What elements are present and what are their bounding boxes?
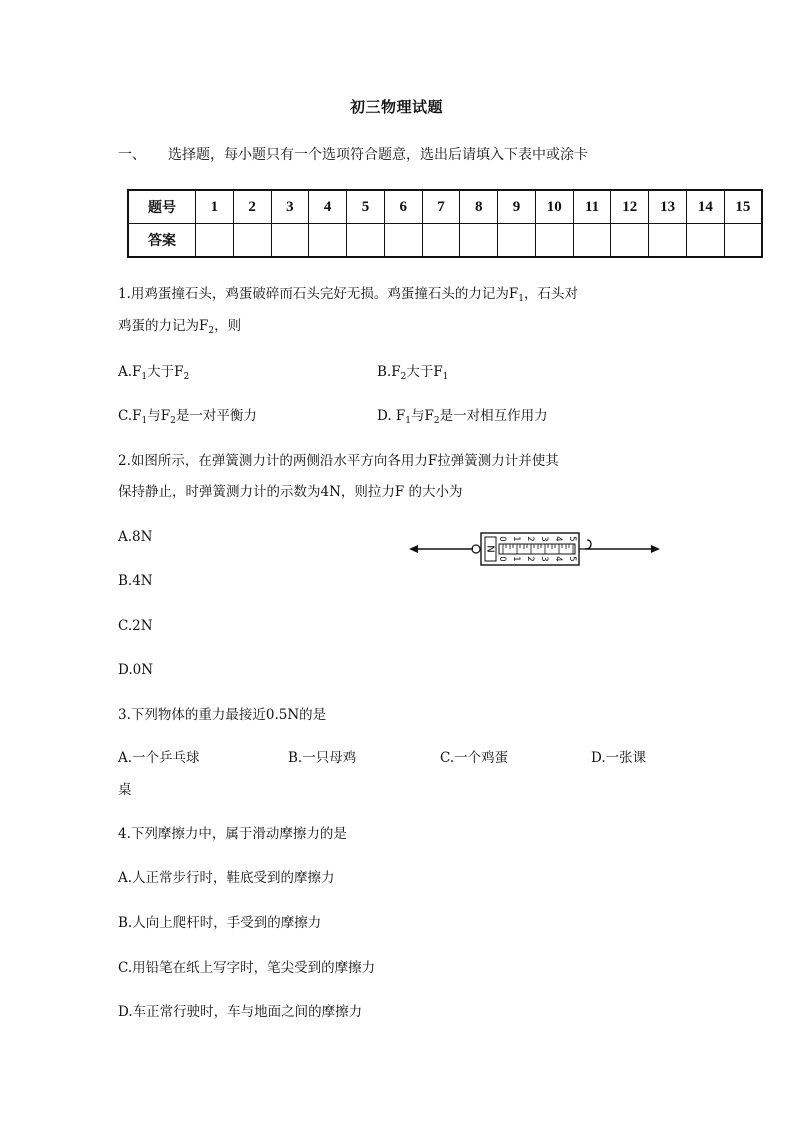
- q2-option-a[interactable]: A.8N: [118, 529, 153, 545]
- page-title: 初三物理试题: [349, 98, 443, 116]
- answer-cell[interactable]: [233, 224, 271, 258]
- question-number-cell: 2: [233, 190, 271, 224]
- section-heading: [118, 144, 588, 164]
- right-hook-icon: [579, 540, 591, 549]
- scale-tick-label: 5: [567, 536, 577, 542]
- answer-cell[interactable]: [271, 224, 309, 258]
- q4-option-c[interactable]: C.用铅笔在纸上写字时，笔尖受到的摩擦力: [118, 960, 376, 976]
- q4-option-b[interactable]: B.人向上爬杆时，手受到的摩擦力: [118, 915, 322, 931]
- question-number-cell: 5: [347, 190, 385, 224]
- answer-table-answer-row: [128, 224, 762, 258]
- q3-option-d[interactable]: D.一张课: [591, 750, 647, 766]
- scale-tick-label: 4: [553, 536, 563, 542]
- answer-cell[interactable]: [686, 224, 724, 258]
- answer-cell[interactable]: [384, 224, 422, 258]
- question-number-cell: 11: [573, 190, 611, 224]
- q2-stem-line2: 保持静止，时弹簧测力计的示数为4N，则拉力F 的大小为: [118, 484, 463, 500]
- answer-cell[interactable]: [460, 224, 498, 258]
- spring-scale-figure: [407, 527, 663, 571]
- answer-cell[interactable]: [196, 224, 234, 258]
- answer-cell[interactable]: [649, 224, 687, 258]
- q1-option-a[interactable]: $A.F_1$大于$F_2$: [118, 364, 190, 382]
- q3-option-b[interactable]: B.一只母鸡: [288, 750, 357, 766]
- q1-option-c[interactable]: $C.F_1$与$F_2$是一对平衡力: [118, 408, 257, 426]
- right-arrow-head-icon: [651, 545, 660, 553]
- question-number-cell: 3: [271, 190, 309, 224]
- scale-tick-label: 3: [539, 536, 549, 542]
- scale-unit-label: N: [484, 545, 496, 553]
- scale-tick-label: 1: [511, 536, 521, 542]
- row-label-number: 题号: [128, 190, 196, 224]
- question-number-cell: 14: [686, 190, 724, 224]
- answer-cell[interactable]: [573, 224, 611, 258]
- scale-tick-label: 2: [525, 536, 535, 542]
- answer-cell[interactable]: [535, 224, 573, 258]
- q2-option-d[interactable]: D.0N: [118, 662, 154, 678]
- q3-option-c[interactable]: C.一个鸡蛋: [440, 750, 509, 766]
- scale-tick-label: 5: [567, 556, 577, 562]
- question-number-cell: 1: [196, 190, 234, 224]
- answer-cell[interactable]: [309, 224, 347, 258]
- q1-stem-line2: 鸡蛋的力记为$F_2$，则: [118, 318, 242, 336]
- answer-table: [127, 189, 763, 258]
- q2-stem-line1: 2.如图所示，在弹簧测力计的两侧沿水平方向各用力F拉弹簧测力计并使其: [118, 453, 559, 469]
- answer-cell[interactable]: [611, 224, 649, 258]
- scale-tick-label: 3: [539, 556, 549, 562]
- section-instruction: 选择题，每小题只有一个选项符合题意，选出后请填入下表中或涂卡: [168, 147, 588, 163]
- left-ring: [472, 545, 480, 553]
- scale-tick-label: 2: [525, 556, 535, 562]
- section-number: 一、: [118, 147, 146, 163]
- left-arrow-head-icon: [409, 545, 418, 553]
- question-number-cell: 13: [649, 190, 687, 224]
- question-number-cell: 10: [535, 190, 573, 224]
- answer-cell[interactable]: [724, 224, 762, 258]
- q4-option-a[interactable]: A.人正常步行时，鞋底受到的摩擦力: [118, 870, 335, 886]
- answer-cell[interactable]: [422, 224, 460, 258]
- question-number-cell: 15: [724, 190, 762, 224]
- q1-option-b[interactable]: $B.F_2$大于$F_1$: [377, 364, 449, 382]
- q4-stem: 4.下列摩擦力中，属于滑动摩擦力的是: [118, 826, 347, 842]
- question-number-cell: 12: [611, 190, 649, 224]
- question-number-cell: 9: [498, 190, 536, 224]
- q3-option-d-wrap: 桌: [118, 782, 132, 798]
- question-number-cell: 7: [422, 190, 460, 224]
- question-number-cell: 8: [460, 190, 498, 224]
- answer-table-number-row: [128, 190, 762, 224]
- answer-cell[interactable]: [347, 224, 385, 258]
- q2-option-c[interactable]: C.2N: [118, 618, 153, 634]
- answer-cell[interactable]: [498, 224, 536, 258]
- row-label-answer: 答案: [128, 224, 196, 258]
- q3-option-a[interactable]: A.一个乒乓球: [118, 750, 200, 766]
- q3-stem: 3.下列物体的重力最接近0.5N的是: [118, 707, 327, 723]
- question-number-cell: 6: [384, 190, 422, 224]
- scale-tick-label: 4: [553, 556, 563, 562]
- q1-stem-line1: 1.用鸡蛋撞石头，鸡蛋破碎而石头完好无损。鸡蛋撞石头的力记为$F_1$，石头对: [118, 286, 578, 304]
- scale-tick-label: 0: [497, 556, 507, 562]
- scale-tick-label: 1: [511, 556, 521, 562]
- question-number-cell: 4: [309, 190, 347, 224]
- q4-option-d[interactable]: D.车正常行驶时，车与地面之间的摩擦力: [118, 1004, 363, 1020]
- q2-option-b[interactable]: B.4N: [118, 573, 153, 589]
- q1-option-d[interactable]: D. $F_1$与$F_2$是一对相互作用力: [377, 408, 548, 426]
- scale-tick-label: 0: [497, 536, 507, 542]
